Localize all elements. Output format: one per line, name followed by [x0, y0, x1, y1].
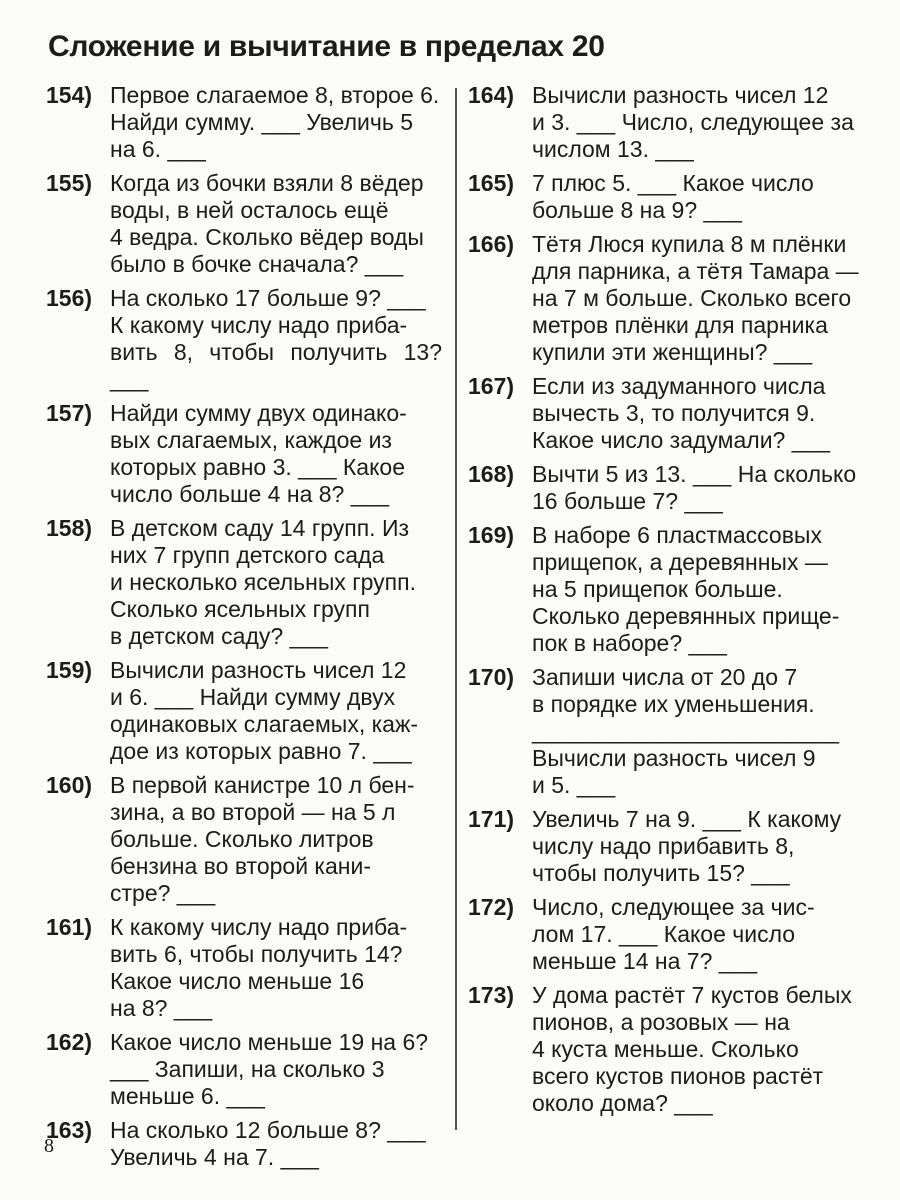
task-text: На сколько 12 больше 8? ___ Увеличь 4 на 7. ___: [110, 1117, 426, 1170]
task-text: Вычисли разность чисел 12 и 6. ___ Найди сумму двух одинаковых слагаемых, каж- дое из которых равно 7. ___: [110, 657, 419, 764]
task-154: [46, 82, 442, 163]
task-number: 167): [468, 373, 515, 399]
task-156: [46, 285, 442, 393]
task-171: [468, 806, 864, 887]
task-text: Число, следующее за чис- лом 17. ___ Какое число меньше 14 на 7? ___: [532, 894, 815, 974]
task-166: [468, 231, 864, 366]
task-155: [46, 170, 442, 278]
task-164: [468, 82, 864, 163]
task-165: [468, 170, 864, 224]
task-number: 154): [46, 82, 93, 108]
column-divider: [455, 88, 457, 1130]
task-text: Найди сумму двух одинако- вых слагаемых, каждое из которых равно 3. ___ Какое число больше 4 на 8? ___: [110, 400, 407, 507]
task-number: 173): [468, 982, 515, 1008]
page-title: Сложение и вычитание в пределах 20: [48, 30, 605, 63]
task-158: [46, 515, 442, 650]
task-number: 156): [46, 285, 93, 311]
task-number: 160): [46, 772, 93, 798]
task-number: 158): [46, 515, 93, 541]
task-number: 155): [46, 170, 93, 196]
task-text: В наборе 6 пластмассовых прищепок, а деревянных — на 5 прищепок больше. Сколько деревянных прище- пок в наборе? ___: [532, 522, 840, 656]
task-text: В детском саду 14 групп. Из них 7 групп детского сада и несколько ясельных групп. Сколько ясельных групп в детском саду? ___: [110, 515, 416, 649]
left-column: [46, 82, 442, 1171]
task-text: Когда из бочки взяли 8 вёдер воды, в ней осталось ещё 4 ведра. Сколько вёдер воды было в бочке сначала? ___: [110, 170, 424, 277]
task-text: Вычти 5 из 13. ___ На сколько 16 больше 7? ___: [532, 461, 857, 514]
task-number: 165): [468, 170, 515, 196]
task-159: [46, 657, 442, 765]
task-text: Запиши числа от 20 до 7 в порядке их уменьшения. ________________________ Вычисли разность чисел 9 и 5. ___: [532, 664, 839, 798]
task-157: [46, 400, 442, 508]
task-text: Какое число меньше 19 на 6? ___ Запиши, на сколько 3 меньше 6. ___: [110, 1029, 429, 1109]
task-text: У дома растёт 7 кустов белых пионов, а розовых — на 4 куста меньше. Сколько всего кустов пионов растёт около дома? ___: [532, 982, 852, 1116]
task-163: [46, 1117, 442, 1171]
task-text: Первое слагаемое 8, второе 6. Найди сумму. ___ Увеличь 5 на 6. ___: [110, 82, 440, 162]
task-text: Тётя Люся купила 8 м плёнки для парника, а тётя Тамара — на 7 м больше. Сколько всего метров плёнки для парника купили эти женщины? ___: [532, 231, 859, 365]
task-text: Если из задуманного числа вычесть 3, то получится 9. Какое число задумали? ___: [532, 373, 831, 453]
task-number: 170): [468, 664, 515, 690]
task-number: 162): [46, 1029, 93, 1055]
task-text: Вычисли разность чисел 12 и 3. ___ Число, следующее за числом 13. ___: [532, 82, 854, 162]
right-column: [468, 82, 864, 1117]
task-162: [46, 1029, 442, 1110]
task-160: [46, 772, 442, 907]
task-number: 164): [468, 82, 515, 108]
task-169: [468, 522, 864, 657]
task-text: На сколько 17 больше 9? ___ К какому числу надо приба- вить 8, чтобы получить 13? ___: [110, 285, 442, 392]
task-number: 161): [46, 914, 93, 940]
task-text: К какому числу надо приба- вить 6, чтобы получить 14? Какое число меньше 16 на 8? ___: [110, 914, 408, 1021]
task-168: [468, 461, 864, 515]
task-170: [468, 664, 864, 799]
task-number: 171): [468, 806, 515, 832]
task-number: 169): [468, 522, 515, 548]
task-161: [46, 914, 442, 1022]
task-167: [468, 373, 864, 454]
task-text: 7 плюс 5. ___ Какое число больше 8 на 9? ___: [532, 170, 814, 223]
task-173: [468, 982, 864, 1117]
task-number: 172): [468, 894, 515, 920]
task-text: Увеличь 7 на 9. ___ К какому числу надо прибавить 8, чтобы получить 15? ___: [532, 806, 842, 886]
task-number: 157): [46, 400, 93, 426]
task-172: [468, 894, 864, 975]
task-number: 166): [468, 231, 515, 257]
task-text: В первой канистре 10 л бен- зина, а во второй — на 5 л больше. Сколько литров бензина во второй кани- стре? ___: [110, 772, 415, 906]
task-number: 163): [46, 1117, 93, 1143]
page-number: 8: [44, 1135, 54, 1157]
task-number: 159): [46, 657, 93, 683]
task-number: 168): [468, 461, 515, 487]
